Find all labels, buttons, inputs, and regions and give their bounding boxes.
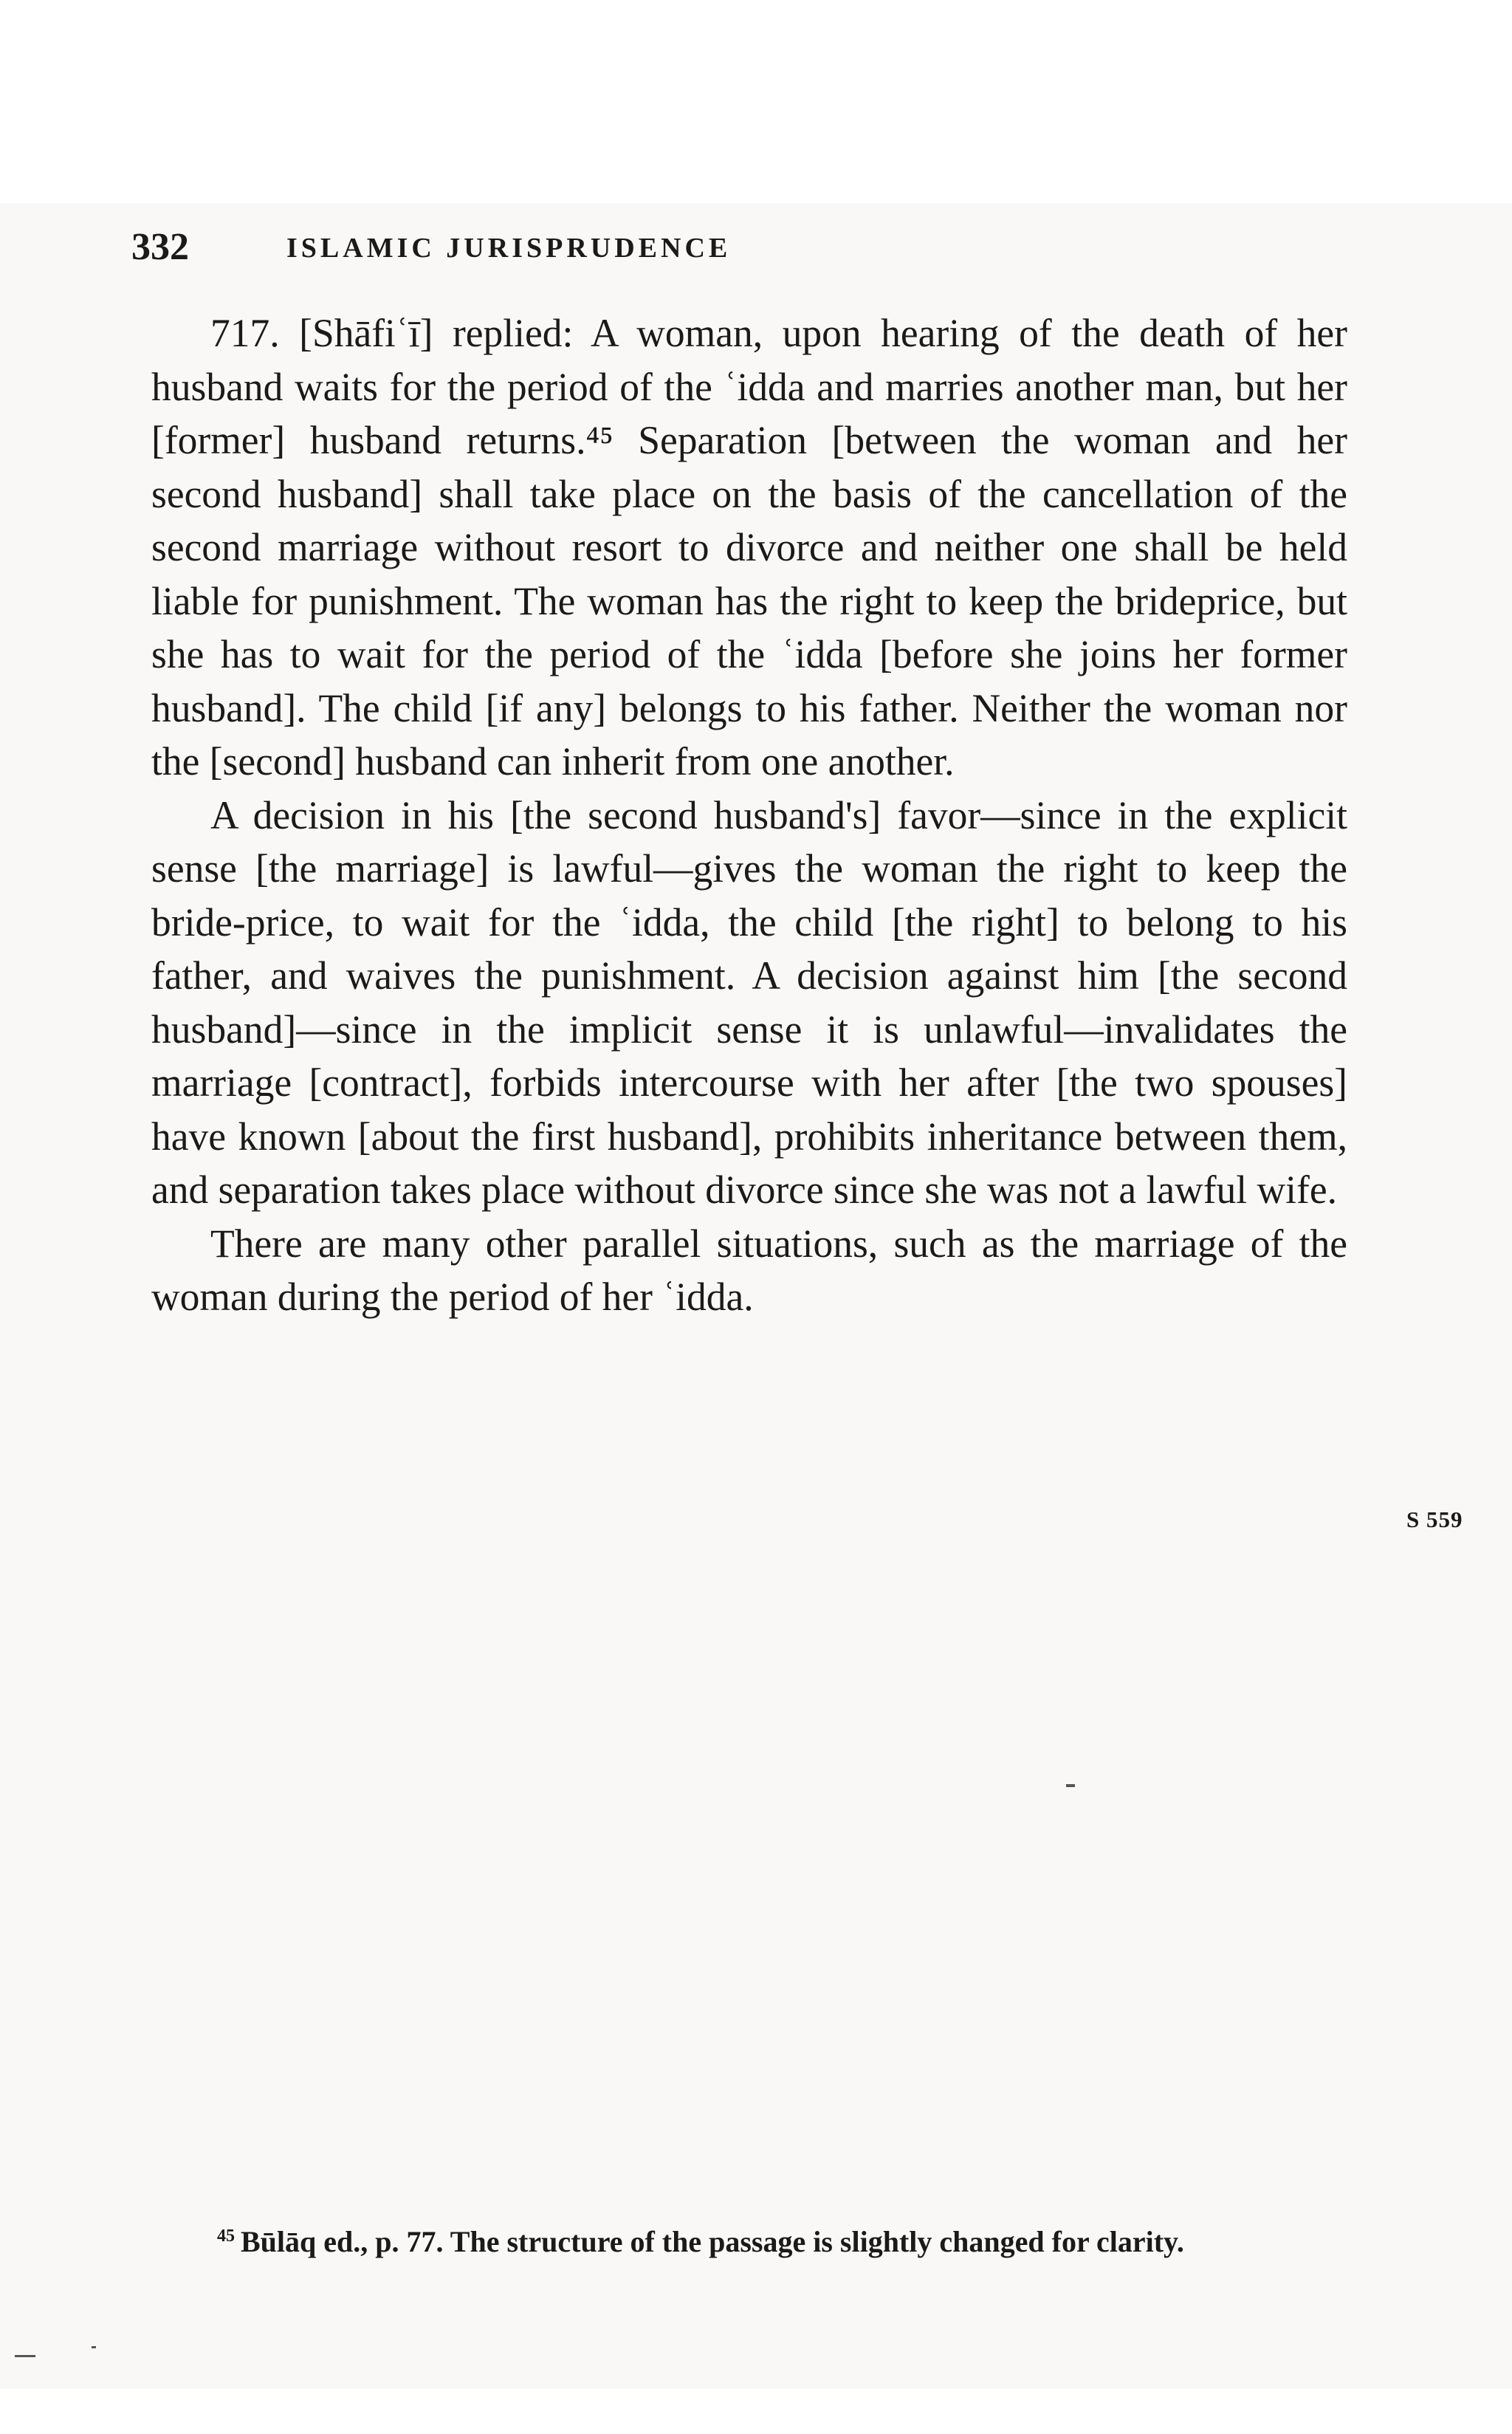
scan-speck <box>15 2355 35 2357</box>
footnote-text: Būlāq ed., p. 77. The structure of the passage is slightly changed for clarity. <box>241 2225 1184 2258</box>
page-number: 332 <box>131 226 189 268</box>
body-text <box>151 306 1347 1324</box>
paragraph-decision: A decision in his [the second husband's] favor—since in the explicit sense [the marriage] is lawful—gives the woman the right to keep the bride-price, to wait for the ʿidda, the child [the right] to belong to his father, and waives the punishment. A decision against him [the second husband]—since in the implicit sense it is unlawful—invalidates the marriage [contract], forbids intercourse with her after [the two spouses] have known [about the first husband], prohibits inheritance between them, and separation takes place without divorce since she was not a lawful wife. <box>151 792 1347 1212</box>
scan-speck <box>1066 1784 1075 1787</box>
running-head: ISLAMIC JURISPRUDENCE <box>286 233 732 264</box>
paragraph-717: 717. [Shāfiʿī] replied: A woman, upon hearing of the death of her husband waits for the period of the ʿidda and marries another man, but her [former] husband returns.⁴⁵ Separation [between the woman and her second husband] shall take place on the basis of the cancellation of the second marriage without resort to divorce and neither one shall be held liable for punishment. The woman has the right to keep the brideprice, but she has to wait for the period of the ʿidda [before she joins her former husband]. The child [if any] belongs to his father. Neither the woman nor the [second] husband can inherit from one another. <box>151 311 1347 784</box>
scan-speck <box>92 2346 96 2348</box>
footnote-number: 45 <box>217 2226 235 2246</box>
margin-reference: S 559 <box>1406 1506 1463 1532</box>
page-header <box>131 222 1386 273</box>
paragraph-parallel: There are many other parallel situations, such as the marriage of the woman during the period of her ʿidda. <box>151 1221 1347 1319</box>
footnote <box>186 2214 1375 2264</box>
